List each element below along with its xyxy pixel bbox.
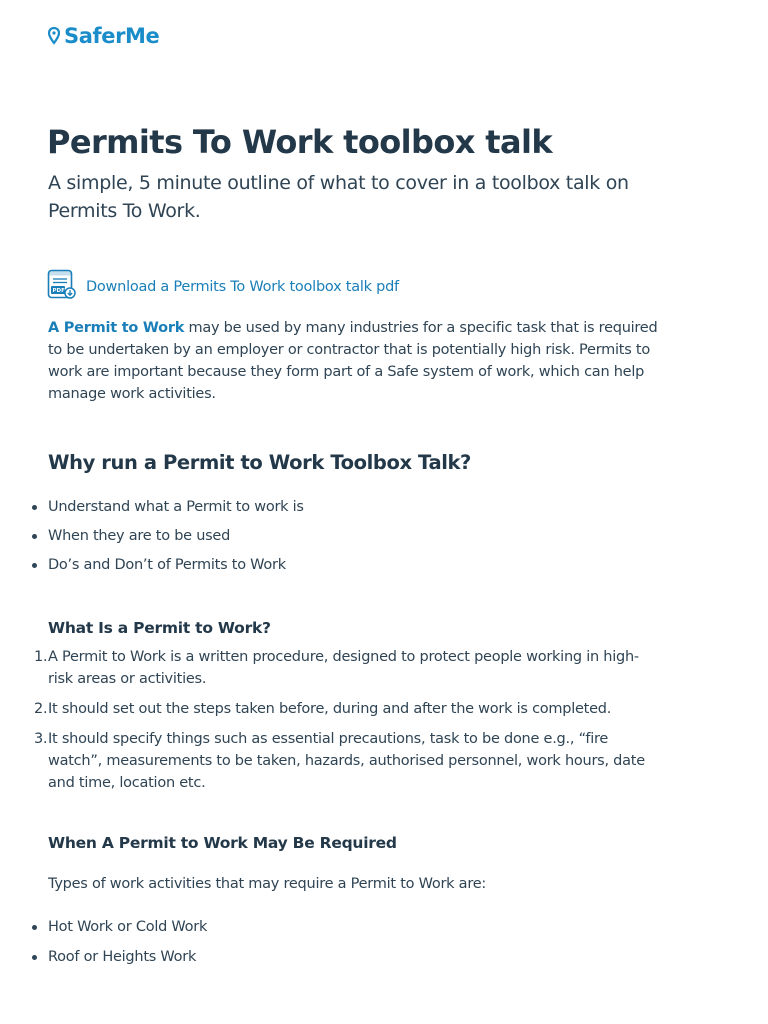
list-item: Hot Work or Cold Work xyxy=(48,916,658,938)
list-item: Roof or Heights Work xyxy=(48,946,658,968)
page-title: Permits To Work toolbox talk xyxy=(47,123,553,161)
intro-text: may be used by many industries for a specific task that is required to be undertaken by an employer or contractor that is potentially high risk. Permits to work are important because they form part of a Safe system of work, which can help manage work activities. xyxy=(48,320,658,402)
location-pin-icon xyxy=(48,27,60,45)
download-pdf-link[interactable]: Download a Permits To Work toolbox talk pdf xyxy=(86,278,399,295)
why-list xyxy=(48,496,658,576)
list-item: Understand what a Permit to work is xyxy=(48,496,658,518)
why-heading: Why run a Permit to Work Toolbox Talk? xyxy=(48,451,471,474)
what-list xyxy=(34,646,658,794)
permit-to-work-link[interactable]: A Permit to Work xyxy=(48,320,185,336)
when-intro: Types of work activities that may require a Permit to Work are: xyxy=(48,876,487,892)
when-list xyxy=(48,916,658,968)
pdf-download-icon xyxy=(47,269,77,304)
list-item: 2. It should set out the steps taken before, during and after the work is completed. xyxy=(34,701,612,717)
svg-text:PDF: PDF xyxy=(52,288,65,295)
what-heading: What Is a Permit to Work? xyxy=(48,619,271,637)
when-heading: When A Permit to Work May Be Required xyxy=(48,834,397,852)
list-item: When they are to be used xyxy=(48,525,658,547)
saferme-logo[interactable] xyxy=(48,24,159,48)
list-item: 3. It should specify things such as essential precautions, task to be done e.g., “fire watch”, measurements to be taken, hazards, authorised personnel, work hours, date and time, location etc. xyxy=(34,731,645,791)
intro-paragraph xyxy=(48,317,658,405)
logo-text: SaferMe xyxy=(64,24,160,48)
list-item: 1. A Permit to Work is a written procedure, designed to protect people working in high-risk areas or activities. xyxy=(34,649,639,687)
page-subtitle: A simple, 5 minute outline of what to cover in a toolbox talk on Permits To Work. xyxy=(48,172,629,222)
list-item: Do’s and Don’t of Permits to Work xyxy=(48,554,658,576)
download-pdf-row[interactable] xyxy=(47,269,399,304)
